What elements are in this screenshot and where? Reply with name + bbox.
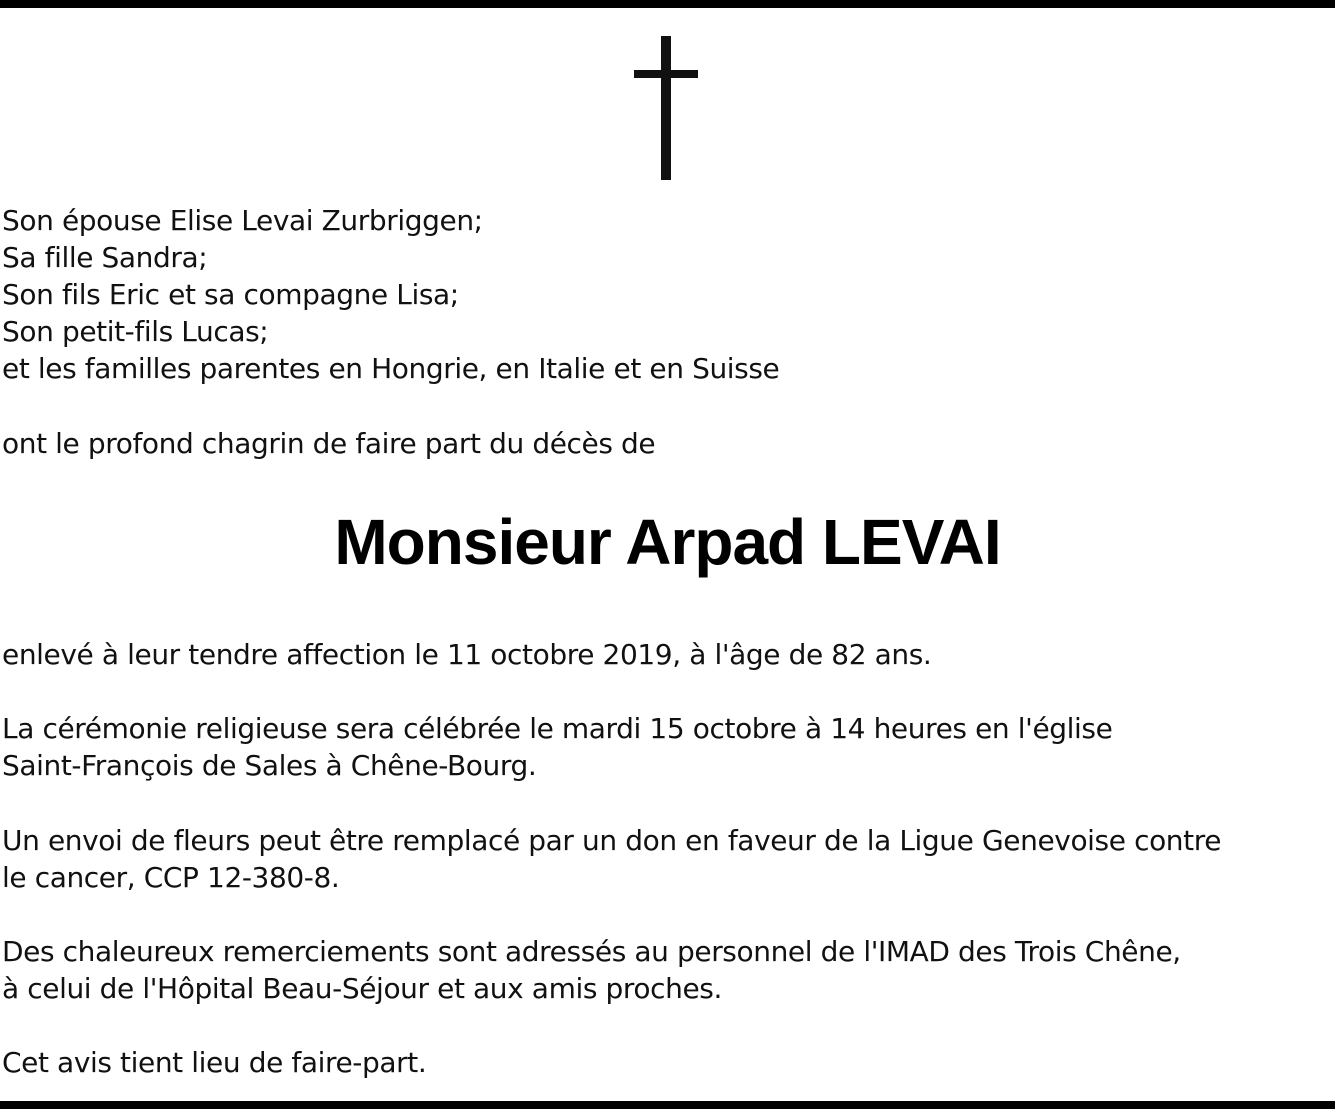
paragraph-line: Cet avis tient lieu de faire-part. xyxy=(2,1046,427,1079)
family-line: et les familles parentes en Hongrie, en Italie et en Suisse xyxy=(2,352,780,385)
ceremony-paragraph xyxy=(2,710,1112,784)
latin-cross-icon xyxy=(634,36,698,180)
paragraph-line: Saint-François de Sales à Chêne-Bourg. xyxy=(2,749,537,782)
paragraph-line: Des chaleureux remerciements sont adressés au personnel de l'IMAD des Trois Chêne, xyxy=(2,935,1181,968)
paragraph-line: Un envoi de fleurs peut être remplacé par un don en faveur de la Ligue Genevoise contre xyxy=(2,824,1222,857)
family-line: Son épouse Elise Levai Zurbriggen; xyxy=(2,204,483,237)
donation-paragraph xyxy=(2,822,1221,896)
cross-horizontal-bar xyxy=(634,70,698,78)
announcement-intro: ont le profond chagrin de faire part du décès de xyxy=(2,427,656,460)
deceased-name-heading: Monsieur Arpad LEVAI xyxy=(334,506,1001,578)
bottom-border-rule xyxy=(0,1101,1335,1109)
cross-vertical-bar xyxy=(661,36,671,180)
family-line: Son fils Eric et sa compagne Lisa; xyxy=(2,278,459,311)
paragraph-line: le cancer, CCP 12-380-8. xyxy=(2,861,340,894)
paragraph-line: La cérémonie religieuse sera célébrée le mardi 15 octobre à 14 heures en l'église xyxy=(2,712,1113,745)
thanks-paragraph xyxy=(2,933,1181,1007)
top-border-rule xyxy=(0,0,1335,8)
death-date-paragraph xyxy=(2,636,931,673)
family-line: Sa fille Sandra; xyxy=(2,241,208,274)
family-list xyxy=(2,202,779,387)
family-line: Son petit-fils Lucas; xyxy=(2,315,269,348)
paragraph-line: à celui de l'Hôpital Beau-Séjour et aux amis proches. xyxy=(2,972,722,1005)
notice-paragraph xyxy=(2,1044,426,1081)
paragraph-line: enlevé à leur tendre affection le 11 octobre 2019, à l'âge de 82 ans. xyxy=(2,638,932,671)
